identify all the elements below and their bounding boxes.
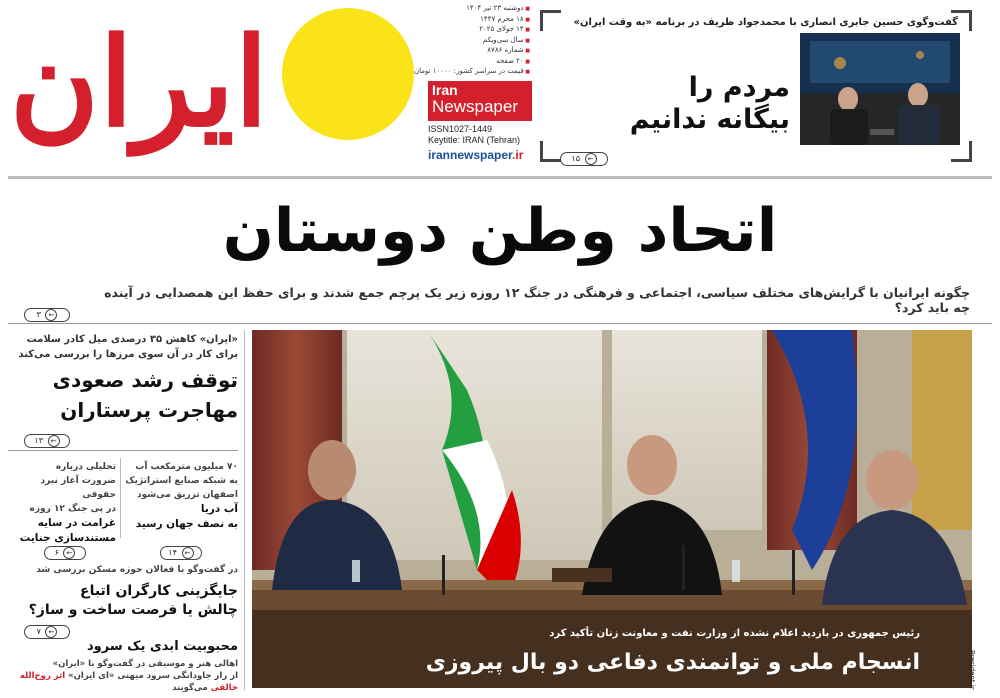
story3[interactable] (8, 460, 116, 546)
story1-page-number: ۱۳ (34, 436, 44, 445)
main-headline[interactable]: اتحاد وطن دوستان (222, 196, 778, 266)
story5-kicker (8, 658, 238, 694)
story2-kicker-1: ۷۰ میلیون مترمکعب آب (135, 462, 238, 472)
promo-title-line-2: بیگانه ندانیم (629, 104, 790, 135)
story5-kicker-highlight: اثر روح‌الله خالقی (19, 671, 238, 693)
website-domain: irannewspaper (428, 148, 513, 162)
column-divider (244, 330, 245, 690)
story5-kicker-2-text: از راز جاودانگی سرود میهنی «ای ایران» (68, 671, 238, 681)
sidebar-column-divider (120, 458, 121, 538)
story5-kicker-tail: می‌گویند (172, 683, 208, 693)
story1-title[interactable] (8, 365, 238, 425)
interview-photo (800, 33, 960, 145)
story3-title-2: مستندسازی جنایت (19, 532, 116, 544)
story2-title-1: آب دریا (200, 503, 238, 515)
story4-title-line-1: جایگزینی کارگران اتباع (80, 583, 238, 599)
story3-page-ref[interactable] (44, 546, 86, 560)
sun-emblem (282, 8, 414, 140)
story2-page-number: ۱۴ (168, 548, 178, 557)
story3-page-number: ۶ (54, 548, 59, 557)
story4-page-number: ۷ (36, 627, 41, 636)
promo-title-line-1: مردم را (688, 72, 790, 103)
issue-gregorian-date: ■ ۱۴ جولای ۲۰۲۵ (410, 25, 530, 36)
promo-title[interactable] (610, 72, 790, 136)
story3-kicker-3: در پی جنگ ۱۲ روزه (29, 504, 116, 514)
story4-title-line-2: چالش یا فرصت ساخت و ساز؟ (28, 602, 238, 618)
interview-scene (800, 33, 960, 145)
photo-credit: President.ir (968, 650, 976, 690)
story5-title[interactable]: محبوبیت ابدی یک سرود (87, 639, 238, 654)
newspaper-logo[interactable]: ایران (9, 10, 269, 154)
photo-caption-kicker: رئیس جمهوری در بازدید اعلام نشده از وزارت نفت و معاونت زنان تأکید کرد (549, 628, 920, 639)
main-page-number: ۳ (36, 310, 41, 319)
arrow-left-icon: ← (63, 547, 75, 559)
promo-page-number: ۱۵ (571, 154, 581, 163)
promo-corner (540, 141, 561, 162)
issue-hijri-date: ■ ۱۸ محرم ۱۴۴۷ (410, 15, 530, 26)
arrow-left-icon: ← (45, 309, 57, 321)
main-page-ref[interactable] (24, 308, 70, 322)
brand-line-2: Newspaper (432, 97, 518, 116)
sidebar-divider (8, 450, 238, 451)
masthead-divider (8, 176, 992, 179)
story2-title-2: به نصف جهان رسید (135, 518, 238, 530)
arrow-left-icon: ← (182, 547, 194, 559)
promo-kicker: گفت‌وگوی حسین جابری انصاری با محمدجواد ظریف در برنامه «به وقت ایران» (573, 17, 958, 28)
issn-block (428, 124, 520, 146)
story2-kicker-2: به شبکه صنایع استراتژیک (125, 476, 238, 486)
main-subhead: چگونه ایرانیان با گرایش‌های مختلف سیاسی، اجتماعی و فرهنگی در جنگ ۱۲ روزه زیر یک پرچم جمع شدند و برای حفظ این همصدایی در آینده چه باید کرد؟ (104, 285, 970, 315)
issue-info (410, 4, 530, 78)
issue-year: ■ سال سی‌ویکم (410, 36, 530, 47)
arrow-left-icon: ← (48, 435, 60, 447)
arrow-left-icon: ← (45, 626, 57, 638)
story3-title-1: غرامت در سایه (37, 517, 116, 529)
issn: ISSN1027-1449 (428, 124, 493, 134)
website-link[interactable] (428, 148, 523, 162)
story2[interactable] (124, 460, 238, 532)
story1-page-ref[interactable] (24, 434, 70, 448)
keytitle: Keytitle: IRAN (Tehran) (428, 135, 521, 145)
story4-kicker: در گفت‌وگو با فعالان حوزه مسکن بررسی شد (36, 565, 238, 575)
story2-kicker-3: اصفهان تزریق می‌شود (137, 490, 238, 500)
story4-title[interactable] (8, 582, 238, 620)
story1-kicker: «ایران» کاهش ۳۵ درصدی میل کادر سلامت برای کار در آن سوی مرزها را بررسی می‌کند (18, 334, 238, 360)
issue-number: ■ شماره ۸۷۸۶ (410, 46, 530, 57)
arrow-left-icon: ← (585, 153, 597, 165)
story1-title-line-1: توقف رشد صعودی (52, 368, 238, 392)
story4-page-ref[interactable] (24, 625, 70, 639)
story3-kicker-1: تحلیلی درباره (55, 462, 116, 472)
headline-divider (8, 323, 992, 324)
story5-kicker-1: اهالی هنر و موسیقی در گفت‌وگو با «ایران» (52, 659, 238, 669)
story2-page-ref[interactable] (160, 546, 202, 560)
issue-pages: ■ ۲۰ صفحه (410, 57, 530, 68)
story3-kicker-2: ضرورت آغاز نبرد حقوقی (40, 476, 116, 500)
brand-line-1: Iran (432, 82, 458, 98)
promo-page-ref[interactable] (560, 152, 608, 166)
issue-date: ■ دوشنبه ۲۳ تیر ۱۴۰۴ (410, 4, 530, 15)
photo-caption-title[interactable]: انسجام ملی و توانمندی دفاعی دو بال پیروزی (425, 650, 920, 675)
brand-badge (428, 81, 532, 121)
issue-price: ■ قیمت در سراسر کشور: ۱۰۰۰۰ تومان (410, 67, 530, 78)
website-tld: .ir (512, 148, 524, 162)
story1-title-line-2: مهاجرت پرستاران (60, 398, 238, 422)
story5-kicker-2 (8, 670, 238, 694)
